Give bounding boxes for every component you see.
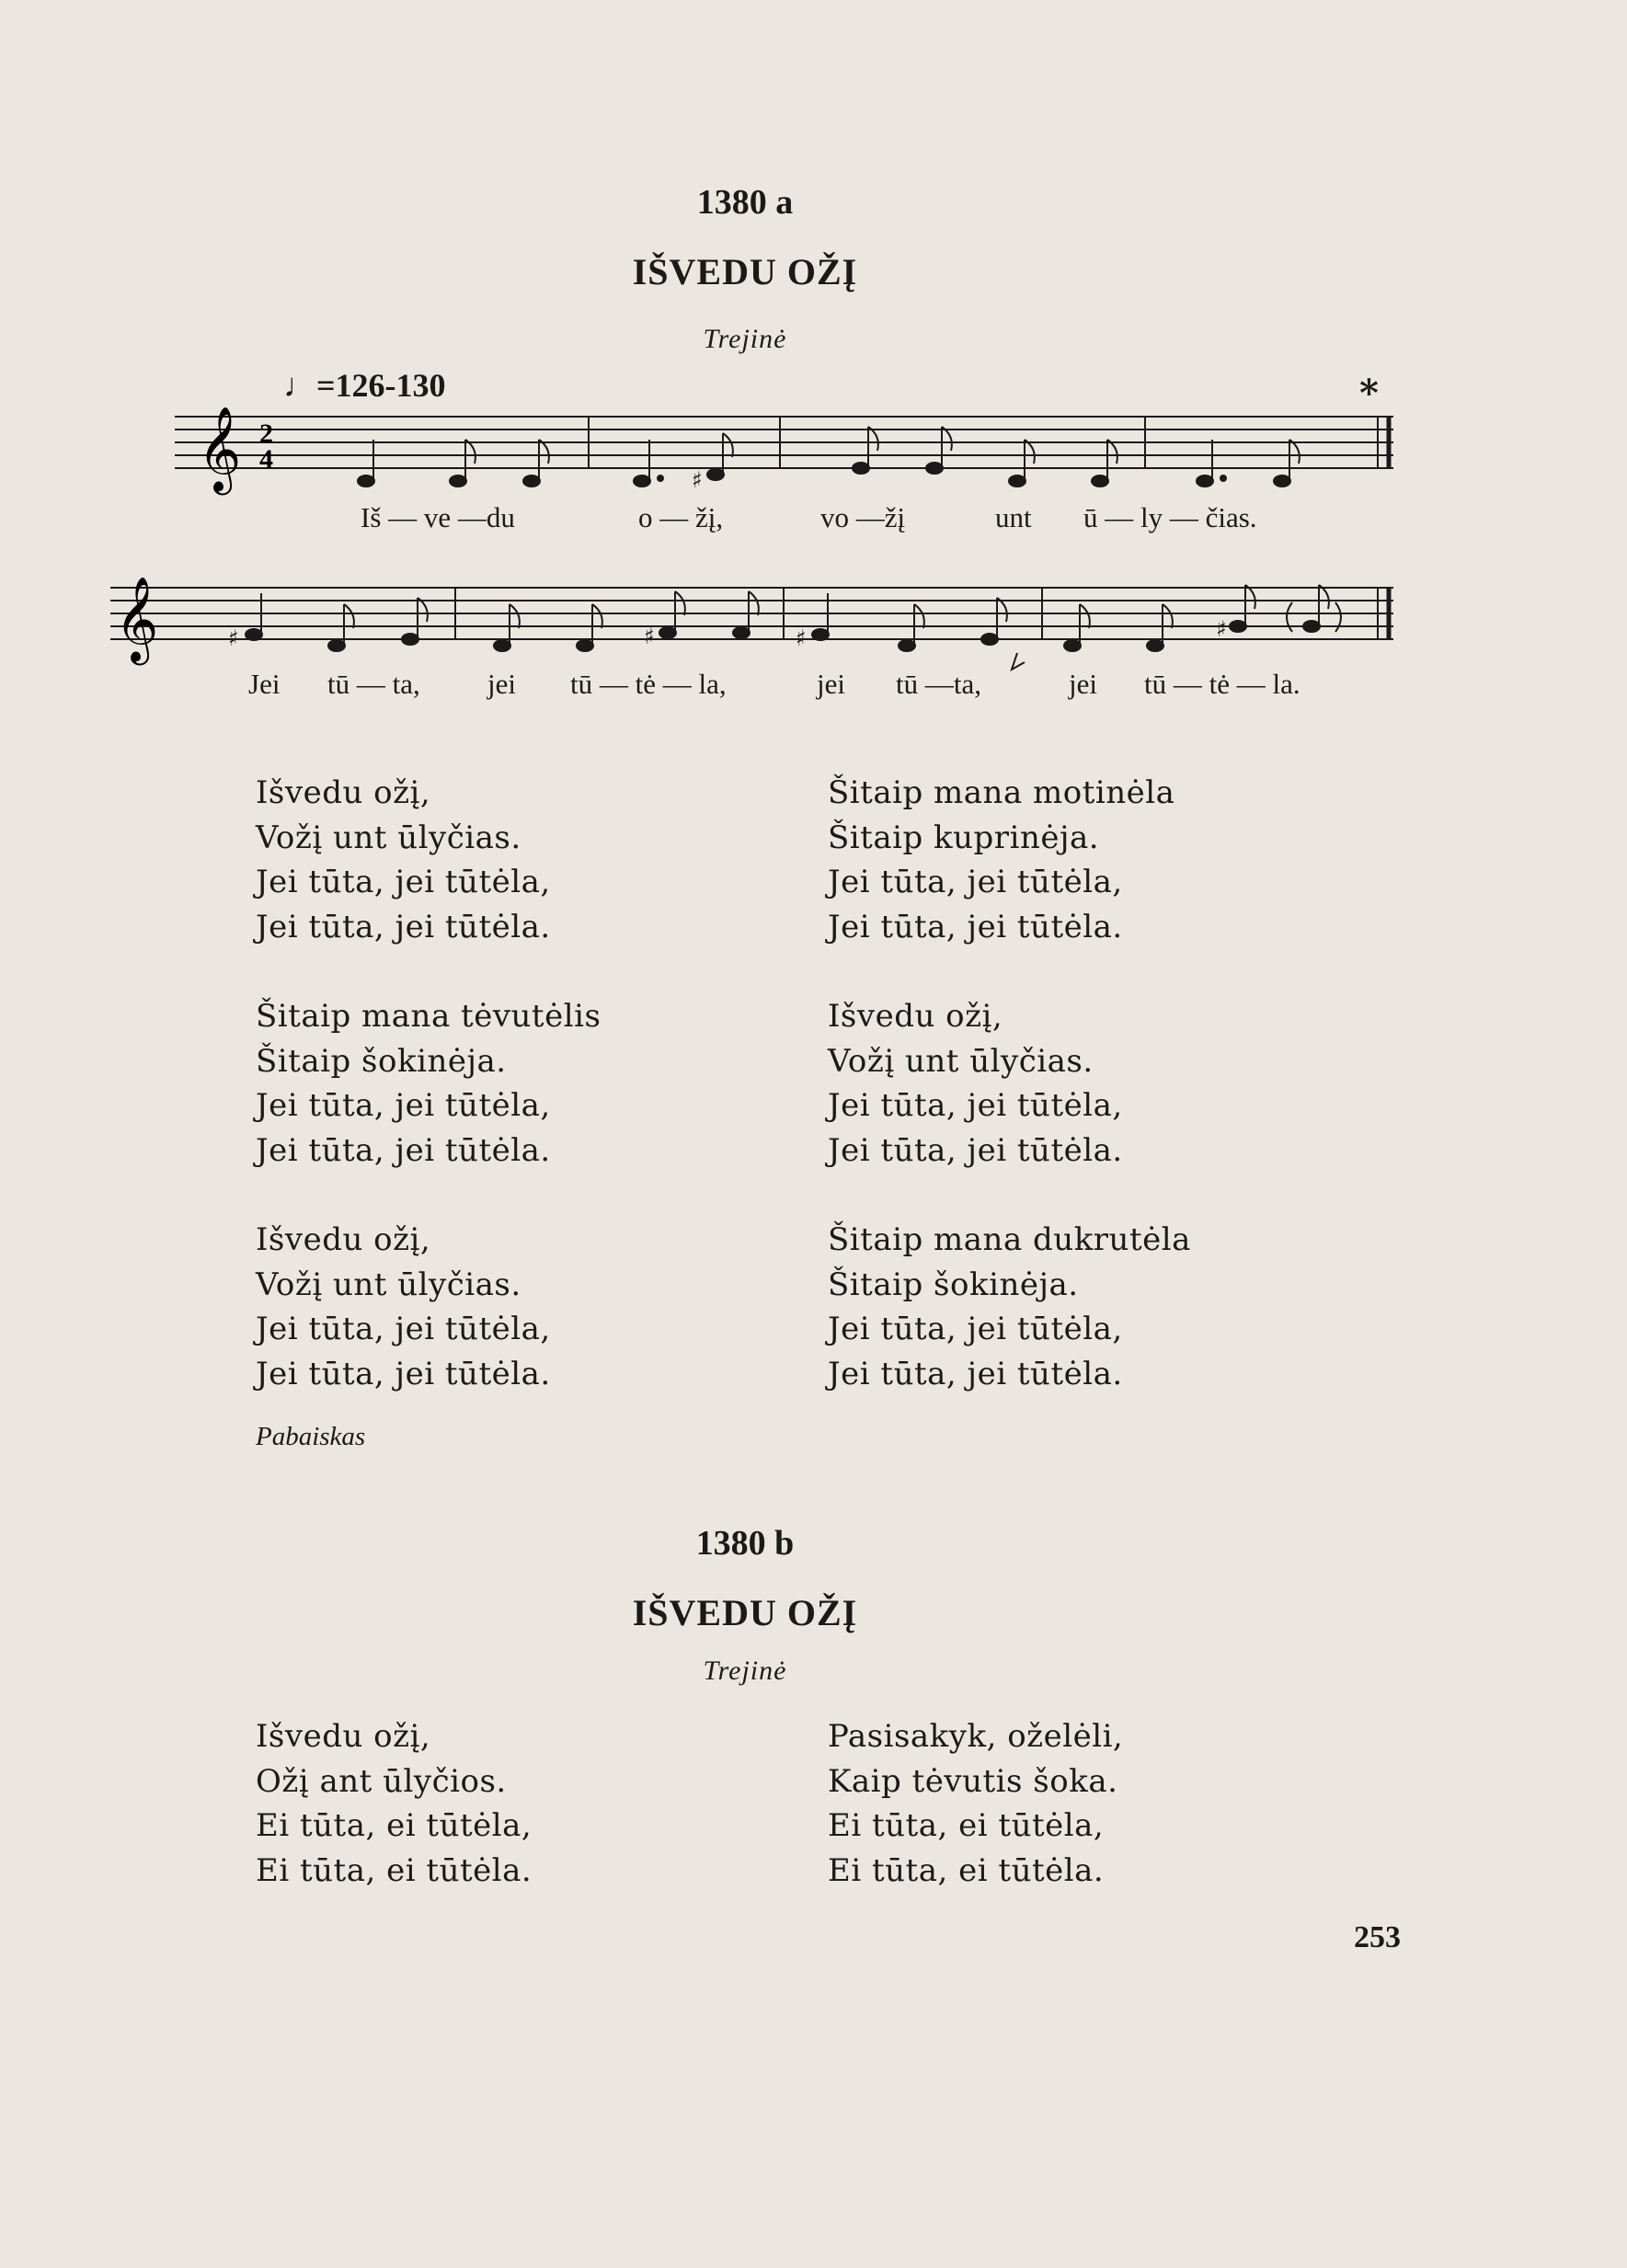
- verse-a-right-2: [828, 994, 1123, 1173]
- verse-line: Ei tūta, ei tūtėla.: [256, 1851, 533, 1889]
- verse-a-left-1: [256, 771, 551, 949]
- lyric-1-3: vo —žį: [820, 501, 906, 533]
- lyric-2-7: jei: [1069, 668, 1097, 700]
- song-b-subtitle: Trejinė: [703, 1655, 787, 1686]
- verse-line: Šitaip šokinėja.: [828, 1266, 1079, 1303]
- lyric-1-5: ū — ly — čias.: [1083, 501, 1257, 533]
- time-sig-top: 2: [259, 418, 273, 449]
- verse-line: Išvedu ožį,: [828, 998, 1003, 1035]
- staff-1-notes: [358, 427, 1300, 493]
- verse-line: Jei tūta, jei tūtėla.: [256, 908, 551, 945]
- verse-line: Jei tūta, jei tūtėla,: [828, 1311, 1123, 1347]
- lyric-1-4: unt: [995, 501, 1032, 533]
- lyric-2-4: tū — tė — la,: [570, 668, 727, 700]
- verse-line: Ei tūta, ei tūtėla,: [256, 1807, 533, 1844]
- song-b-title: IŠVEDU OŽĮ: [632, 1592, 858, 1633]
- verse-line: Šitaip mana motinėla: [828, 774, 1175, 811]
- verse-line: Jei tūta, jei tūtėla,: [256, 1311, 551, 1347]
- verse-line: Vožį unt ūlyčias.: [828, 1042, 1094, 1080]
- lyric-2-6: tū —ta,: [896, 668, 981, 700]
- verse-line: Jei tūta, jei tūtėla.: [256, 1355, 551, 1392]
- verse-line: Šitaip mana tėvutėlis: [256, 998, 602, 1035]
- lyric-2-1: Jei: [248, 668, 281, 700]
- svg-text:♯: ♯: [692, 467, 703, 493]
- lyric-2-8: tū — tė — la.: [1144, 668, 1300, 700]
- verse-line: Išvedu ožį,: [256, 774, 431, 811]
- svg-text:♯: ♯: [1216, 616, 1227, 642]
- page-number: 253: [1354, 1920, 1401, 1954]
- quarter-note-icon: ♩: [283, 367, 316, 404]
- lyric-1-2: o — žį,: [638, 501, 724, 533]
- lyric-1-1: Iš — ve —du: [361, 501, 515, 533]
- song-a-title: IŠVEDU OŽĮ: [632, 251, 858, 292]
- song-b-number: 1380 b: [695, 1524, 795, 1563]
- verse-line: Išvedu ožį,: [256, 1718, 431, 1755]
- song-a-subtitle: Trejinė: [703, 324, 787, 354]
- verse-line: Šitaip šokinėja.: [256, 1042, 507, 1080]
- verse-line: Jei tūta, jei tūtėla,: [256, 1087, 551, 1124]
- lyric-2-3: jei: [487, 668, 516, 700]
- verse-line: Šitaip kuprinėja.: [828, 819, 1100, 856]
- svg-text:♯: ♯: [796, 625, 807, 651]
- verse-line: Jei tūta, jei tūtėla,: [256, 864, 551, 900]
- verse-line: Šitaip mana dukrutėla: [828, 1221, 1191, 1258]
- verse-line: Vožį unt ūlyčias.: [256, 819, 521, 856]
- staff-1: [175, 417, 1393, 468]
- tempo-marking: ♩=126-130: [283, 367, 446, 404]
- source-location: Pabaiskas: [256, 1422, 366, 1451]
- verse-line: Ei tūta, ei tūtėla.: [828, 1851, 1105, 1889]
- verse-line: Ei tūta, ei tūtėla,: [828, 1807, 1105, 1844]
- lyric-2-2: tū — ta,: [327, 668, 420, 700]
- verse-line: Vožį unt ūlyčias.: [256, 1266, 521, 1303]
- verse-b-right: [828, 1714, 1123, 1893]
- treble-clef-icon-2: 𝄞: [115, 576, 159, 661]
- staff-2: [110, 588, 1393, 639]
- song-a-number: 1380 a: [696, 183, 794, 222]
- lyric-2-5: jei: [817, 668, 845, 700]
- svg-text:♯: ♯: [228, 625, 239, 651]
- verse-line: Išvedu ožį,: [256, 1221, 431, 1258]
- verse-line: Jei tūta, jei tūtėla.: [828, 1131, 1123, 1169]
- verse-a-right-1: [828, 771, 1174, 949]
- verse-line: Jei tūta, jei tūtėla.: [256, 1131, 551, 1169]
- verse-line: Ožį ant ūlyčios.: [256, 1762, 507, 1800]
- asterisk-marker: *: [1359, 372, 1379, 415]
- verse-b-left: [256, 1714, 532, 1893]
- verse-a-left-2: [256, 994, 601, 1173]
- verse-line: Jei tūta, jei tūtėla.: [828, 908, 1123, 945]
- music-notation: [0, 0, 1627, 754]
- time-sig-bottom: 4: [259, 444, 273, 475]
- verse-line: Jei tūta, jei tūtėla,: [828, 864, 1123, 900]
- treble-clef-icon: 𝄞: [198, 406, 242, 491]
- verse-line: Jei tūta, jei tūtėla,: [828, 1087, 1123, 1124]
- verse-line: Jei tūta, jei tūtėla.: [828, 1355, 1123, 1392]
- verse-a-left-3: [256, 1218, 551, 1396]
- verse-line: Pasisakyk, oželėli,: [828, 1718, 1124, 1755]
- svg-text:♯: ♯: [644, 624, 655, 649]
- verse-line: Kaip tėvutis šoka.: [828, 1762, 1118, 1800]
- verse-a-right-3: [828, 1218, 1191, 1396]
